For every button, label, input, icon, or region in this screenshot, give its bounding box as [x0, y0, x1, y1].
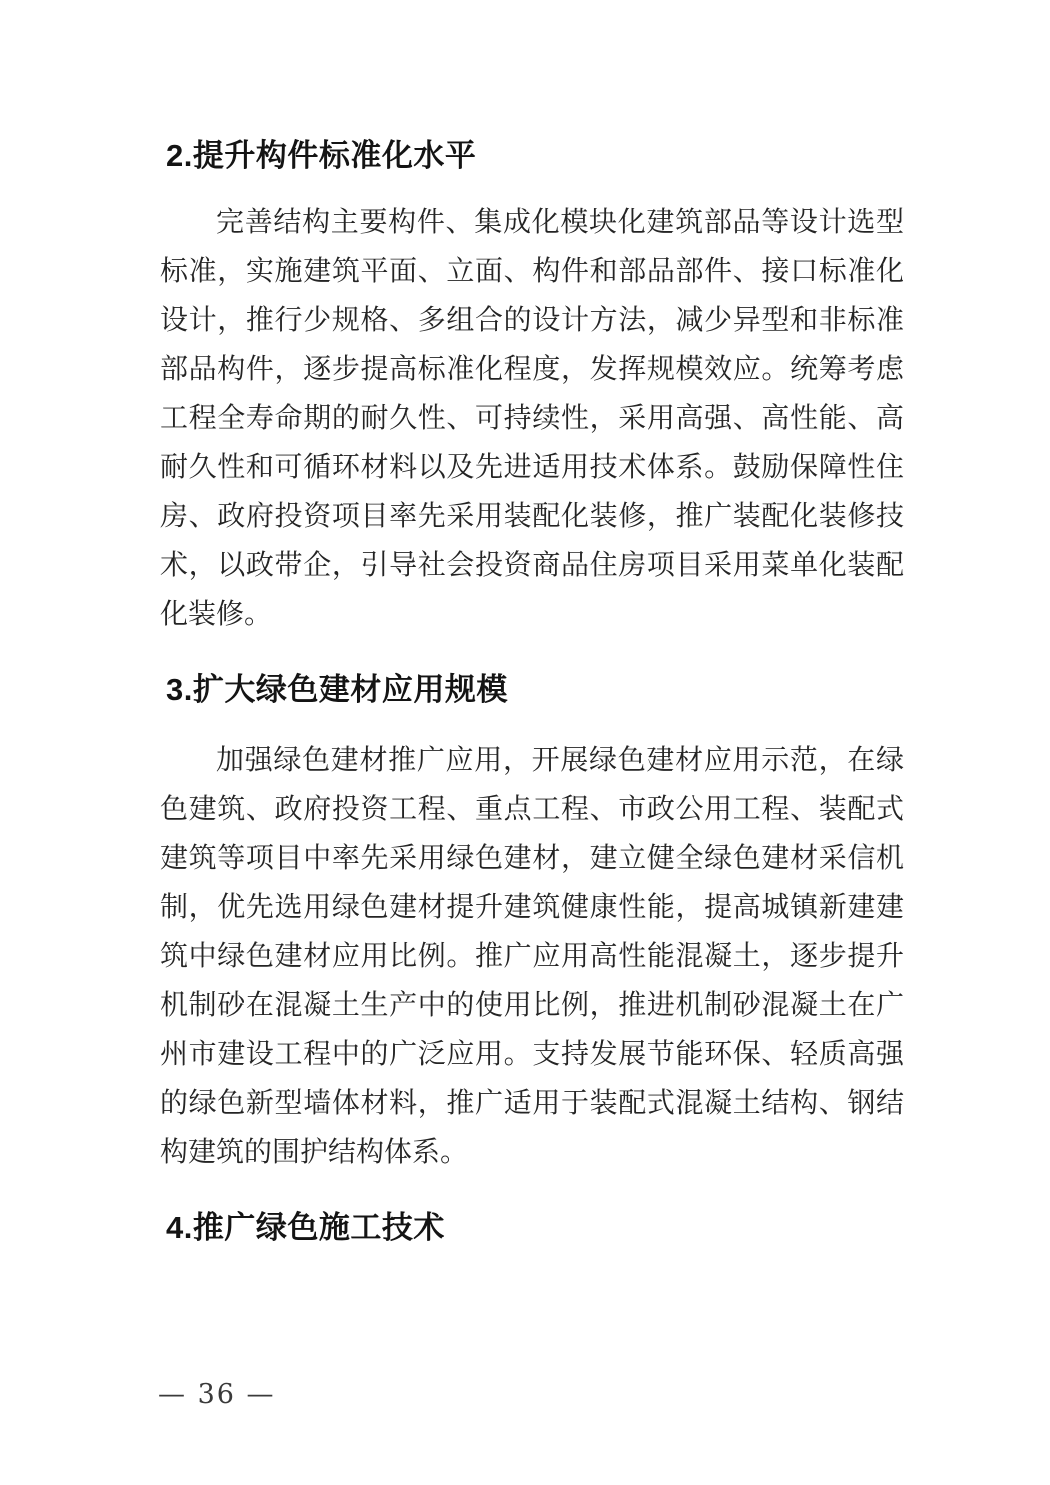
text-line: 完善结构主要构件、集成化模块化建筑部品等设计选型 — [216, 205, 904, 238]
text-line: 色建筑、政府投资工程、重点工程、市政公用工程、装配式 — [160, 792, 904, 825]
section-heading-4: 4.推广绿色施工技术 — [166, 1210, 445, 1245]
text-line: 构建筑的围护结构体系。 — [160, 1135, 469, 1168]
page-number: — 36 — — [158, 1379, 276, 1410]
text-line: 加强绿色建材推广应用，开展绿色建材应用示范，在绿 — [216, 743, 904, 776]
text-line: 化装修。 — [160, 597, 273, 630]
text-line: 设计，推行少规格、多组合的设计方法，减少异型和非标准 — [160, 303, 904, 336]
text-line: 筑中绿色建材应用比例。推广应用高性能混凝土，逐步提升 — [160, 939, 904, 972]
paragraph-section-3 — [160, 735, 904, 1176]
text-line: 的绿色新型墙体材料，推广适用于装配式混凝土结构、钢结 — [160, 1086, 904, 1119]
text-line: 标准，实施建筑平面、立面、构件和部品部件、接口标准化 — [160, 254, 904, 287]
text-line: 部品构件，逐步提高标准化程度，发挥规模效应。统筹考虑 — [160, 352, 904, 385]
text-line: 房、政府投资项目率先采用装配化装修，推广装配化装修技 — [160, 499, 904, 532]
text-line: 术，以政带企，引导社会投资商品住房项目采用菜单化装配 — [160, 548, 904, 581]
text-line: 工程全寿命期的耐久性、可持续性，采用高强、高性能、高 — [160, 401, 904, 434]
section-heading-2: 2.提升构件标准化水平 — [166, 138, 477, 173]
text-line: 制，优先选用绿色建材提升建筑健康性能，提高城镇新建建 — [160, 890, 904, 923]
text-line: 建筑等项目中率先采用绿色建材，建立健全绿色建材采信机 — [160, 841, 904, 874]
paragraph-section-2 — [160, 197, 904, 638]
text-line: 机制砂在混凝土生产中的使用比例，推进机制砂混凝土在广 — [160, 988, 904, 1021]
text-line: 耐久性和可循环材料以及先进适用技术体系。鼓励保障性住 — [160, 450, 904, 483]
text-line: 州市建设工程中的广泛应用。支持发展节能环保、轻质高强 — [160, 1037, 904, 1070]
section-heading-3: 3.扩大绿色建材应用规模 — [166, 672, 508, 707]
